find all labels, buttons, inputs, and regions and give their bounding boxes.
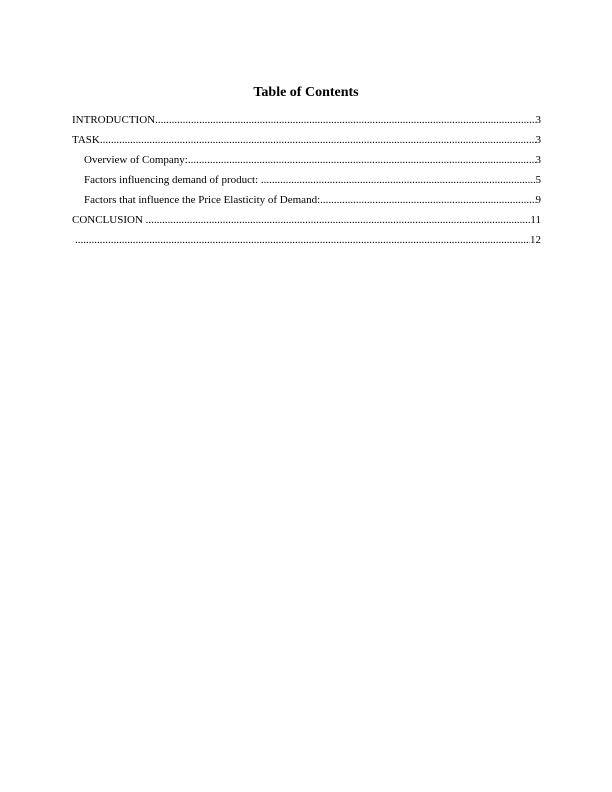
toc-entry-conclusion[interactable] [72, 213, 541, 233]
toc-entry-page: 11 [530, 214, 541, 226]
toc-entry-label: TASK [72, 134, 100, 146]
toc-dot-leader [261, 173, 536, 187]
toc-entry-factors-influencing-demand[interactable] [72, 173, 541, 193]
toc-dot-leader [320, 193, 535, 207]
toc-entry-label: Factors that influence the Price Elasticity of Demand: [84, 194, 321, 206]
toc-entry-label: Overview of Company: [84, 154, 188, 166]
toc-list [72, 113, 541, 253]
toc-title: Table of Contents [253, 85, 359, 100]
toc-dot-leader [100, 133, 536, 147]
toc-entry-unlabeled[interactable] [72, 233, 541, 253]
toc-entry-label: INTRODUCTION [72, 114, 156, 126]
toc-entry-page: 5 [535, 174, 541, 186]
toc-entry-page: 3 [535, 154, 541, 166]
toc-entry-page: 12 [530, 234, 541, 246]
toc-entry-page: 3 [535, 134, 541, 146]
toc-dot-leader [188, 153, 536, 167]
toc-entry-page: 3 [535, 114, 541, 126]
toc-dot-leader [75, 233, 530, 247]
toc-entry-label: CONCLUSION [72, 214, 146, 226]
toc-entry-label: Factors influencing demand of product: [84, 174, 261, 186]
toc-dot-leader [146, 213, 531, 227]
toc-entry-introduction[interactable] [72, 113, 541, 133]
toc-dot-leader [155, 113, 535, 127]
toc-entry-task[interactable] [72, 133, 541, 153]
toc-entry-page: 9 [535, 194, 541, 206]
toc-entry-price-elasticity-factors[interactable] [72, 193, 541, 213]
toc-entry-overview-of-company[interactable] [72, 153, 541, 173]
